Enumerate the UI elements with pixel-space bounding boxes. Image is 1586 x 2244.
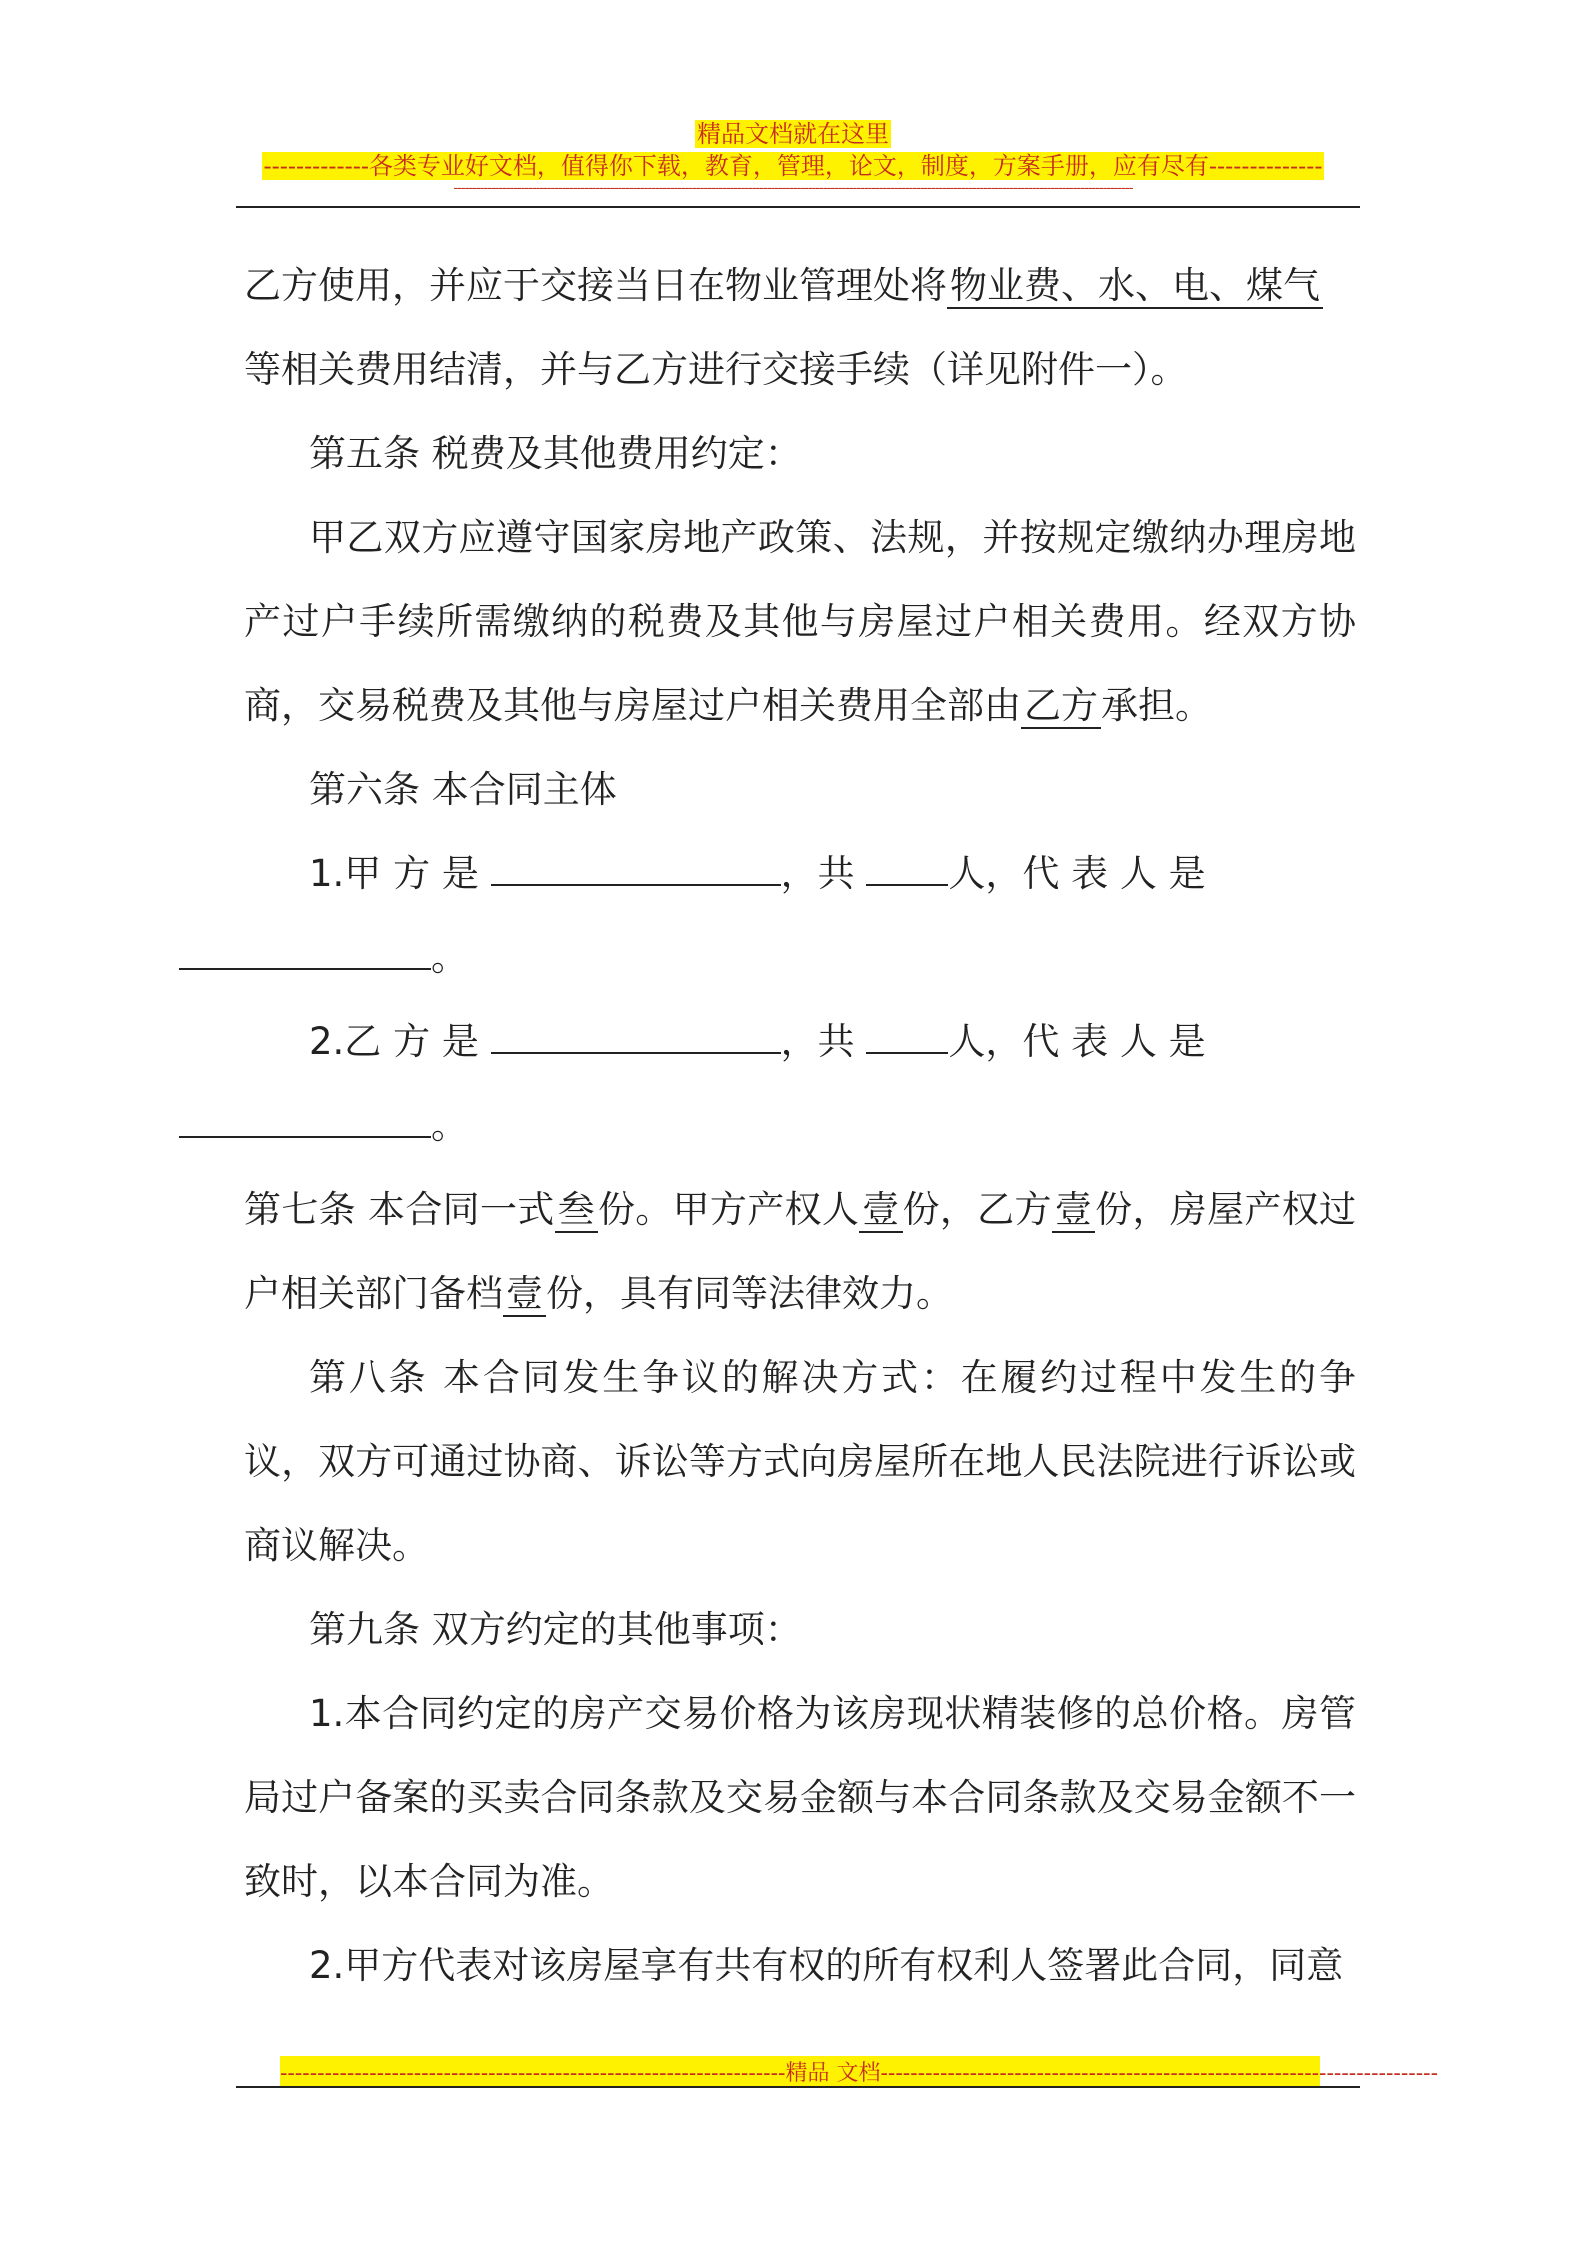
party-a-name-blank (491, 854, 781, 886)
article-7-text-e: 份，具有同等法律效力。 (546, 1272, 953, 1315)
article-5-body (244, 496, 1356, 748)
party-b-rep-blank (179, 1106, 431, 1138)
article-9-title: 第九条 双方约定的其他事项： (309, 1608, 802, 1651)
article-7-text-a: 第七条 本合同一式 (244, 1188, 555, 1231)
party-b-count-blank (866, 1022, 948, 1054)
article-5-end: 承担。 (1101, 684, 1212, 727)
header-subtitle: -------------各类专业好文档，值得你下载，教育，管理，论文，制度，方案手册，应有尽有-------------- (263, 152, 1323, 180)
handover-text: 乙方使用，并应于交接当日在物业管理处将 (244, 264, 947, 307)
header-dashes: -------------------------------------------------------------------------------------------------------------------------------------------------------------------------------------- (453, 180, 1133, 196)
fill-copies-seller: 壹 (859, 1188, 902, 1233)
fill-copies-buyer: 壹 (1052, 1188, 1095, 1233)
footer-divider (236, 2086, 1360, 2088)
article-9-item-1: 1.本合同约定的房产交易价格为该房现状精装修的总价格。房管局过户备案的买卖合同条款及交易金额与本合同条款及交易金额不一致时，以本合同为准。 (244, 1692, 1356, 1903)
party-a-end: 。 (431, 936, 468, 979)
header-subtitle-line (0, 146, 1586, 181)
article-7 (244, 1168, 1356, 1336)
party-b-end: 。 (431, 1104, 468, 1147)
party-a-count-blank (866, 854, 948, 886)
article-7-text-c: 份，乙方 (902, 1188, 1052, 1231)
header-title: 精品文档就在这里 (697, 120, 889, 148)
footer-banner: --------------------------------------------------------------------精品 文档--------------------------------------------------------------------------- (280, 2056, 1320, 2087)
fill-copies-total: 叁 (555, 1188, 598, 1233)
party-b-label: 2.乙 方 是 (309, 1020, 479, 1063)
article-5-text: 甲乙双方应遵守国家房地产政策、法规，并按规定缴纳办理房地产过户手续所需缴纳的税费及其他与房屋过户相关费用。经双方协商，交易税费及其他与房屋过户相关费用全部由 (244, 516, 1356, 727)
fill-fees: 物业费、水、电、煤气 (947, 264, 1323, 309)
article-7-text-b: 份。甲方产权人 (597, 1188, 860, 1231)
article-5-title: 第五条 税费及其他费用约定： (309, 432, 802, 475)
fill-copies-archive: 壹 (503, 1272, 546, 1317)
fill-tax-payer: 乙方 (1021, 684, 1101, 729)
party-a-rep-blank (179, 938, 431, 970)
article-6-title: 第六条 本合同主体 (309, 768, 617, 811)
document-body (244, 244, 1356, 2008)
party-a-count-label: ，共 (780, 852, 855, 895)
article-6-party-b (244, 1000, 1356, 1168)
party-b-name-blank (491, 1022, 781, 1054)
header-divider (236, 206, 1360, 208)
party-b-count-label: ，共 (780, 1020, 855, 1063)
handover-text-cont: 等相关费用结清，并与乙方进行交接手续（详见附件一）。 (244, 348, 1188, 391)
article-6-party-a (244, 832, 1356, 1000)
paragraph-handover (244, 244, 1356, 412)
header-title-line (0, 114, 1586, 149)
party-b-rep-label: 人，代 表 人 是 (948, 1020, 1206, 1063)
party-a-rep-label: 人，代 表 人 是 (948, 852, 1206, 895)
article-8: 第八条 本合同发生争议的解决方式：在履约过程中发生的争议，双方可通过协商、诉讼等方式向房屋所在地人民法院进行诉讼或商议解决。 (244, 1356, 1356, 1567)
article-7-text-d: 份，房屋产权过户相关部门备档 (244, 1188, 1357, 1315)
party-a-label: 1.甲 方 是 (309, 852, 479, 895)
article-9-item-2: 2.甲方代表对该房屋享有共有权的所有权利人签署此合同，同意 (309, 1944, 1344, 1987)
